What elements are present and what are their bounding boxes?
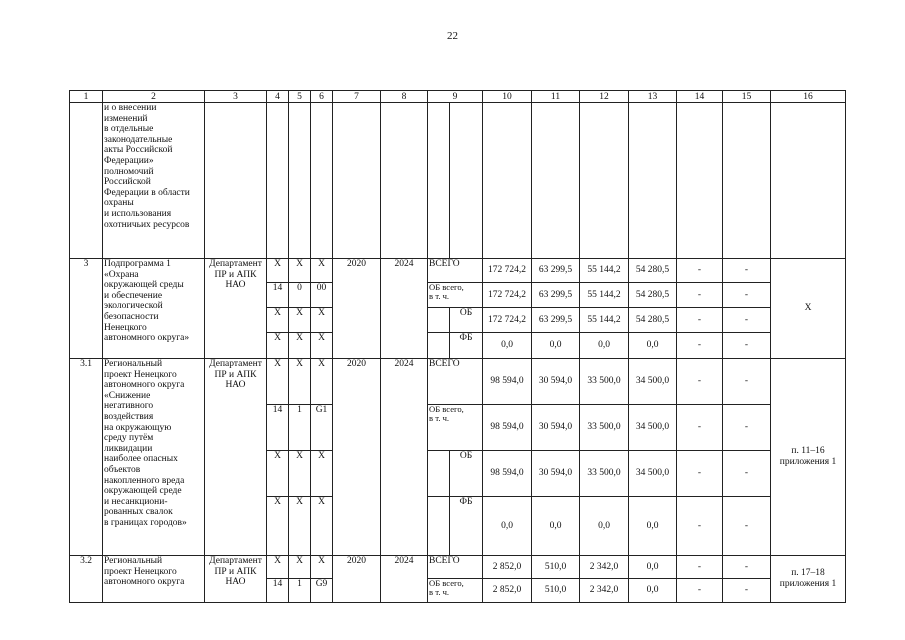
cell-value: - [677, 497, 723, 556]
cell-value: 0,0 [483, 333, 532, 359]
cell-value: 98 594,0 [483, 405, 532, 451]
cell-empty [289, 103, 311, 259]
cell-line: НАО [225, 577, 246, 588]
cell-value: - [677, 333, 723, 359]
cell-value: 2 342,0 [580, 556, 629, 579]
cell-line: рованных свалок [104, 507, 173, 518]
cell-line: в отдельные [104, 124, 154, 135]
cell-line: Федерации» [104, 155, 154, 166]
cell-line: ОБ всего, [429, 578, 464, 588]
cell-end-year: 2024 [381, 556, 428, 603]
cell-value: - [723, 283, 771, 308]
cell-empty [483, 103, 532, 259]
cell-source-ob-total [428, 579, 483, 603]
cell-source-indent [428, 497, 450, 556]
cell-value: 54 280,5 [629, 308, 677, 333]
cell-line: приложения 1 [779, 579, 837, 589]
cell-line: Ненецкого [104, 322, 147, 333]
cell-value: - [723, 497, 771, 556]
cell-line: полномочий [104, 166, 154, 177]
cell-value: 510,0 [532, 579, 580, 603]
cell-line: в границах городов» [104, 517, 187, 528]
table-row [70, 91, 846, 103]
cell-value: 55 144,2 [580, 259, 629, 283]
cell-empty [723, 103, 771, 259]
column-header-10: 10 [483, 91, 532, 103]
cell-source-indent [428, 308, 450, 333]
cell-line: Региональный [104, 359, 163, 369]
cell-line: в т. ч. [429, 291, 450, 302]
cell-empty [205, 103, 267, 259]
cell-line: среду путём [104, 433, 154, 444]
cell-code: Х [267, 556, 289, 579]
column-header-8: 8 [381, 91, 428, 103]
cell-value: - [677, 259, 723, 283]
cell-empty [381, 103, 428, 259]
cell-value: 0,0 [580, 333, 629, 359]
cell-code: 1 [289, 405, 311, 451]
cell-value: - [723, 579, 771, 603]
cell-value: - [723, 556, 771, 579]
cell-empty [267, 103, 289, 259]
cell-value: - [677, 359, 723, 405]
cell-start-year: 2020 [333, 259, 381, 359]
cell-empty [629, 103, 677, 259]
cell-value: 63 299,5 [532, 308, 580, 333]
cell-value: 0,0 [629, 556, 677, 579]
cell-value: - [723, 359, 771, 405]
cell-line: проект Ненецкого [104, 369, 177, 380]
cell-source-ob-total [428, 405, 483, 451]
cell-value: 0,0 [532, 333, 580, 359]
cell-end-year: 2024 [381, 359, 428, 556]
cell-value: 98 594,0 [483, 451, 532, 497]
table-row [70, 259, 846, 283]
cell-value: 34 500,0 [629, 405, 677, 451]
cell-line: Департамент [209, 259, 262, 269]
cell-code: 14 [267, 405, 289, 451]
cell-code: Х [311, 451, 333, 497]
cell-line: безопасности [104, 311, 159, 322]
cell-code: Х [289, 308, 311, 333]
column-header-15: 15 [723, 91, 771, 103]
cell-value: - [723, 405, 771, 451]
cell-source-total: ВСЕГО [428, 359, 483, 405]
cell-code: Х [289, 451, 311, 497]
cell-value: - [677, 451, 723, 497]
cell-line: ПР и АПК [214, 369, 257, 380]
cell-value: 33 500,0 [580, 359, 629, 405]
cell-value: - [723, 259, 771, 283]
cell-empty [428, 103, 450, 259]
cell-code: 0 [289, 283, 311, 308]
cell-line: Х [804, 303, 812, 314]
cell-empty [450, 103, 483, 259]
cell-code: Х [289, 333, 311, 359]
cell-empty [333, 103, 381, 259]
cell-line: п. 17–18 [791, 568, 825, 579]
cell-value: 2 342,0 [580, 579, 629, 603]
cell-code: Х [289, 497, 311, 556]
cell-line: ОБ всего, [429, 404, 464, 414]
cell-line: охотничьих ресурсов [104, 219, 190, 230]
cell-value: 54 280,5 [629, 283, 677, 308]
cell-code: Х [267, 308, 289, 333]
cell-end-year: 2024 [381, 259, 428, 359]
cell-name [103, 103, 205, 259]
cell-line: Департамент [209, 556, 262, 566]
cell-row-id: 3.2 [70, 556, 103, 603]
cell-line: охраны [104, 198, 134, 209]
cell-code: 14 [267, 579, 289, 603]
cell-code: Х [289, 259, 311, 283]
cell-code: Х [289, 556, 311, 579]
column-header-6: 6 [311, 91, 333, 103]
cell-source-indent [428, 451, 450, 497]
cell-value: - [723, 451, 771, 497]
cell-note [771, 259, 846, 359]
cell-line: Департамент [209, 359, 262, 369]
cell-line: автономного округа [104, 577, 185, 588]
cell-code: 14 [267, 283, 289, 308]
cell-source-indent [428, 333, 450, 359]
cell-line: окружающей среды [104, 280, 184, 291]
cell-line: НАО [225, 380, 246, 391]
cell-line: акты Российской [104, 145, 173, 156]
cell-value: 34 500,0 [629, 451, 677, 497]
cell-empty [580, 103, 629, 259]
cell-value: - [723, 308, 771, 333]
cell-line: и обеспечение [104, 290, 163, 301]
cell-line: изменений [104, 113, 148, 124]
cell-row-id: 3 [70, 259, 103, 359]
cell-line: ликвидации [104, 443, 153, 454]
cell-code: Х [311, 308, 333, 333]
table-row [70, 556, 846, 579]
cell-value: 2 852,0 [483, 556, 532, 579]
cell-line: автономного округа» [104, 333, 190, 344]
cell-empty [677, 103, 723, 259]
cell-source-ob-total [428, 283, 483, 308]
cell-note [771, 359, 846, 556]
cell-value: 33 500,0 [580, 405, 629, 451]
cell-line: «Охрана [104, 269, 139, 280]
cell-line: окружающей среде [104, 486, 182, 497]
cell-line: Региональный [104, 556, 163, 566]
cell-source-ob: ОБ [450, 308, 483, 333]
cell-start-year: 2020 [333, 359, 381, 556]
cell-code: Х [267, 451, 289, 497]
column-header-16: 16 [771, 91, 846, 103]
cell-line: накопленного вреда [104, 475, 185, 486]
cell-value: 2 852,0 [483, 579, 532, 603]
cell-line: автономного округа [104, 380, 185, 391]
cell-value: 0,0 [532, 497, 580, 556]
cell-line: на окружающую [104, 422, 172, 433]
column-header-3: 3 [205, 91, 267, 103]
cell-line: воздействия [104, 411, 154, 422]
cell-value: 30 594,0 [532, 359, 580, 405]
column-header-14: 14 [677, 91, 723, 103]
cell-source-fb: ФБ [450, 333, 483, 359]
cell-line: негативного [104, 401, 154, 412]
cell-code: 1 [289, 579, 311, 603]
cell-line: НАО [225, 280, 246, 291]
cell-line: и о внесении [104, 103, 157, 113]
cell-line: в т. ч. [429, 587, 450, 598]
cell-department [205, 359, 267, 556]
cell-line: проект Ненецкого [104, 566, 177, 577]
cell-line: Подпрограмма 1 [104, 259, 171, 269]
cell-empty [311, 103, 333, 259]
cell-code: Х [267, 359, 289, 405]
cell-code: Х [267, 497, 289, 556]
cell-value: 63 299,5 [532, 259, 580, 283]
column-header-2: 2 [103, 91, 205, 103]
cell-code: Х [267, 259, 289, 283]
column-header-7: 7 [333, 91, 381, 103]
cell-source-total: ВСЕГО [428, 259, 483, 283]
cell-value: 30 594,0 [532, 405, 580, 451]
cell-department [205, 556, 267, 603]
cell-value: - [677, 556, 723, 579]
cell-code: Х [311, 556, 333, 579]
cell-line: законодательные [104, 134, 173, 145]
column-header-13: 13 [629, 91, 677, 103]
cell-source-total: ВСЕГО [428, 556, 483, 579]
cell-value: 510,0 [532, 556, 580, 579]
cell-value: 34 500,0 [629, 359, 677, 405]
cell-line: и использования [104, 208, 172, 219]
cell-value: 0,0 [629, 579, 677, 603]
cell-line: Российской [104, 177, 151, 188]
cell-value: 98 594,0 [483, 359, 532, 405]
cell-line: Федерации в области [104, 187, 190, 198]
cell-empty [771, 103, 846, 259]
table-row [70, 359, 846, 405]
cell-name [103, 259, 205, 359]
cell-note [771, 556, 846, 603]
column-header-9: 9 [428, 91, 483, 103]
cell-value: 0,0 [580, 497, 629, 556]
cell-line: п. 11–16 [791, 446, 825, 457]
column-header-12: 12 [580, 91, 629, 103]
cell-department [205, 259, 267, 359]
cell-code: Х [267, 333, 289, 359]
cell-code: Х [311, 333, 333, 359]
cell-line: приложения 1 [779, 457, 837, 467]
cell-source-ob: ОБ [450, 451, 483, 497]
cell-value: - [677, 405, 723, 451]
cell-empty [532, 103, 580, 259]
cell-value: - [677, 579, 723, 603]
cell-line: ПР и АПК [214, 566, 257, 577]
cell-value: 0,0 [629, 333, 677, 359]
cell-value: 172 724,2 [483, 308, 532, 333]
cell-line: экологической [104, 301, 163, 312]
cell-code: Х [311, 259, 333, 283]
cell-value: 54 280,5 [629, 259, 677, 283]
cell-line: «Снижение [104, 390, 151, 401]
cell-value: 0,0 [483, 497, 532, 556]
table-row [70, 103, 846, 259]
cell-start-year: 2020 [333, 556, 381, 603]
cell-line: наиболее опасных [104, 454, 178, 465]
cell-value: 0,0 [629, 497, 677, 556]
cell-value: 172 724,2 [483, 283, 532, 308]
cell-line: ПР и АПК [214, 269, 257, 280]
cell-line: ОБ всего, [429, 282, 464, 292]
cell-value: 30 594,0 [532, 451, 580, 497]
cell-value: - [723, 333, 771, 359]
cell-source-fb: ФБ [450, 497, 483, 556]
cell-code: G1 [311, 405, 333, 451]
cell-id [70, 103, 103, 259]
cell-value: 172 724,2 [483, 259, 532, 283]
column-header-5: 5 [289, 91, 311, 103]
column-header-1: 1 [70, 91, 103, 103]
cell-value: - [677, 283, 723, 308]
cell-code: Х [311, 497, 333, 556]
cell-code: 00 [311, 283, 333, 308]
cell-line: в т. ч. [429, 413, 450, 424]
cell-line: и несанкциони- [104, 496, 168, 507]
cell-value: - [677, 308, 723, 333]
cell-value: 33 500,0 [580, 451, 629, 497]
cell-value: 63 299,5 [532, 283, 580, 308]
column-header-11: 11 [532, 91, 580, 103]
cell-value: 55 144,2 [580, 308, 629, 333]
cell-value: 55 144,2 [580, 283, 629, 308]
cell-row-id: 3.1 [70, 359, 103, 556]
cell-name [103, 359, 205, 556]
cell-code: Х [311, 359, 333, 405]
page-number: 22 [447, 30, 458, 42]
column-header-4: 4 [267, 91, 289, 103]
cell-code: G9 [311, 579, 333, 603]
cell-name [103, 556, 205, 603]
program-table [69, 90, 846, 603]
cell-line: объектов [104, 464, 141, 475]
cell-code: Х [289, 359, 311, 405]
